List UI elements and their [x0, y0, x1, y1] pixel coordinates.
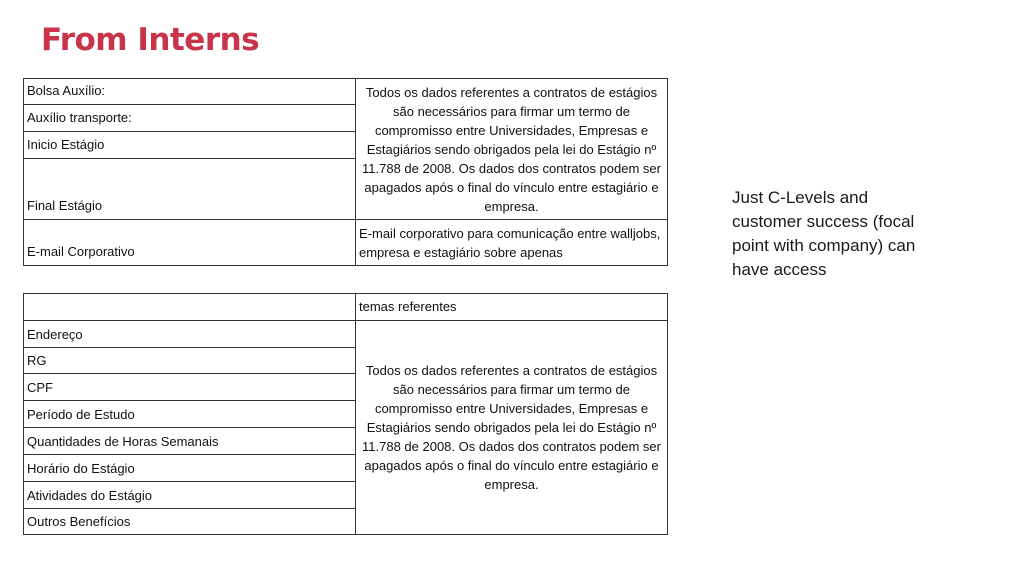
table-row-label: Outros Benefícios — [24, 509, 356, 535]
table-row-label: E-mail Corporativo — [24, 220, 356, 266]
table-row-label: CPF — [24, 374, 356, 401]
table-row-label: Endereço — [24, 321, 356, 348]
table-header-left — [24, 294, 356, 321]
intern-personal-data-table — [23, 293, 668, 535]
contract-data-description: Todos os dados referentes a contratos de estágios são necessários para firmar um termo de compromisso entre Universidades, Empresas e Estagiários sendo obrigados pela lei do Estágio nº 11.788 de 2008. Os dados dos contratos podem ser apagados após o final do vínculo entre estagiário e empresa. — [356, 321, 668, 535]
table-row-label: Inicio Estágio — [24, 132, 356, 159]
table-row-label: Atividades do Estágio — [24, 482, 356, 509]
table-row-label: Horário do Estágio — [24, 455, 356, 482]
intern-contract-table — [23, 78, 668, 266]
contract-data-description: Todos os dados referentes a contratos de estágios são necessários para firmar um termo de compromisso entre Universidades, Empresas e Estagiários sendo obrigados pela lei do Estágio nº 11.788 de 2008. Os dados dos contratos podem ser apagados após o final do vínculo entre estagiário e empresa. — [356, 79, 668, 220]
access-note: Just C-Levels and customer success (focal point with company) can have access — [732, 188, 916, 279]
table-row-label: RG — [24, 348, 356, 374]
table-row-label: Final Estágio — [24, 159, 356, 220]
table-row-label: Bolsa Auxílio: — [24, 79, 356, 105]
table-row-label: Período de Estudo — [24, 401, 356, 428]
table-row-label: Auxílio transporte: — [24, 105, 356, 132]
email-description: E-mail corporativo para comunicação entre walljobs, empresa e estagiário sobre apenas — [356, 220, 668, 266]
page-title: From Interns — [41, 22, 260, 58]
table-header-right: temas referentes — [356, 294, 668, 321]
table-row-label: Quantidades de Horas Semanais — [24, 428, 356, 455]
